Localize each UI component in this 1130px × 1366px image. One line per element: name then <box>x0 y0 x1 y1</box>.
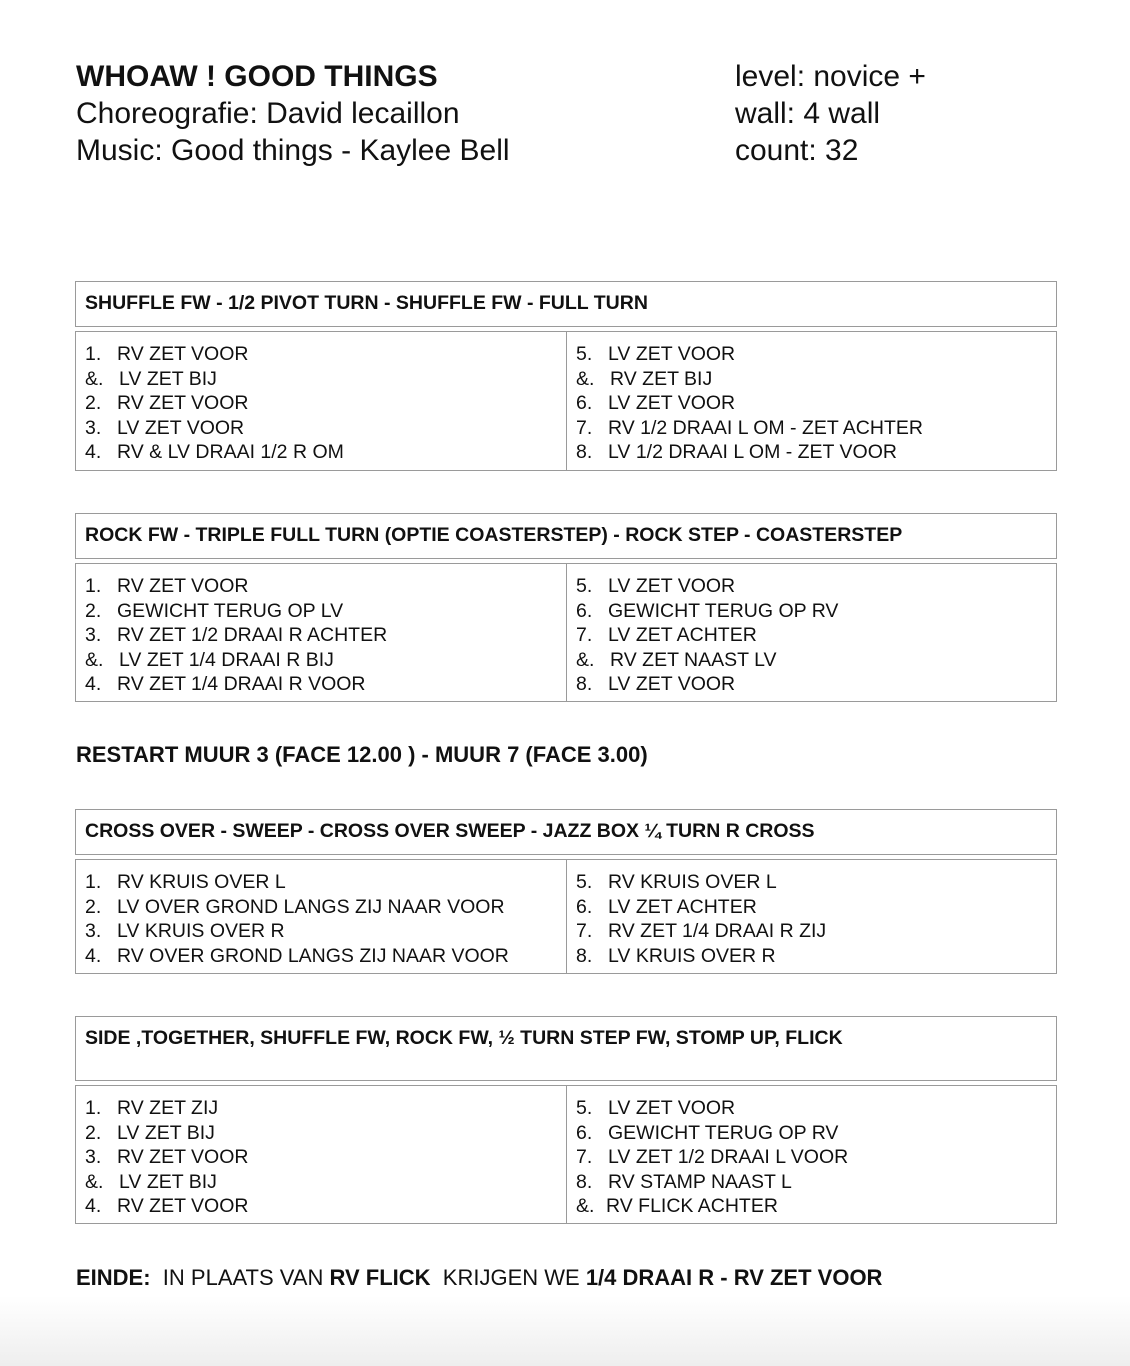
step-text: LV 1/2 DRAAI L OM - ZET VOOR <box>608 441 897 463</box>
step-number: 2. <box>85 1121 102 1144</box>
step-text: RV ZET VOOR <box>117 1146 249 1168</box>
step-row <box>85 1145 557 1170</box>
step-row <box>576 1096 1047 1121</box>
step-row <box>85 1096 557 1121</box>
step-number: 2. <box>85 895 102 918</box>
step-number: 4. <box>85 1195 102 1217</box>
section-title: CROSS OVER - SWEEP - CROSS OVER SWEEP - JAZZ BOX ¼ TURN R CROSS <box>75 809 1057 855</box>
step-number: 5. <box>576 575 593 597</box>
step-number: 3. <box>85 920 102 942</box>
step-number: 7. <box>576 416 593 439</box>
section-title: SIDE ,TOGETHER, SHUFFLE FW, ROCK FW, ½ TURN STEP FW, STOMP UP, FLICK <box>75 1016 1057 1081</box>
step-row <box>576 367 1047 392</box>
step-row <box>85 944 557 969</box>
step-number: 4. <box>85 673 102 695</box>
step-text: RV KRUIS OVER L <box>608 871 777 893</box>
step-number: 3. <box>85 1146 102 1168</box>
step-number: 3. <box>85 624 102 646</box>
step-row <box>85 391 557 416</box>
step-row <box>576 416 1047 441</box>
dance-info <box>735 58 926 169</box>
step-number: &. <box>576 367 595 390</box>
step-row <box>85 1194 557 1219</box>
step-row <box>576 648 1047 673</box>
step-text: LV ZET BIJ <box>119 367 217 390</box>
step-row <box>85 416 557 441</box>
step-row <box>85 574 557 599</box>
step-text: RV ZET 1/4 DRAAI R ZIJ <box>608 920 827 942</box>
steps-table <box>75 859 1057 974</box>
step-number: 1. <box>85 871 102 893</box>
step-row <box>85 672 557 697</box>
step-row <box>85 895 557 920</box>
step-number: 8. <box>576 944 593 967</box>
step-row <box>576 672 1047 697</box>
step-number: 8. <box>576 441 593 463</box>
step-text: LV ZET VOOR <box>608 1097 736 1119</box>
steps-right-column <box>566 564 1056 701</box>
step-text: GEWICHT TERUG OP RV <box>608 1121 839 1144</box>
step-number: 7. <box>576 920 593 942</box>
step-row <box>85 599 557 624</box>
step-text: RV ZET BIJ <box>610 367 713 390</box>
step-text: GEWICHT TERUG OP LV <box>117 599 344 622</box>
steps-table <box>75 331 1057 471</box>
step-number: &. <box>85 367 104 390</box>
section-2 <box>75 513 1057 702</box>
step-text: LV KRUIS OVER R <box>117 920 285 942</box>
step-text: RV ZET NAAST LV <box>610 648 777 671</box>
step-row <box>85 919 557 944</box>
ending-bold-2: 1/4 DRAAI R - RV ZET VOOR <box>585 1265 883 1290</box>
step-row <box>576 1145 1047 1170</box>
step-row <box>576 440 1047 465</box>
step-number: 6. <box>576 895 593 918</box>
page-edge-shadow <box>0 1296 1130 1366</box>
step-text: LV ZET VOOR <box>608 343 736 365</box>
step-row <box>576 574 1047 599</box>
step-number: &. <box>576 648 595 671</box>
step-row <box>85 1121 557 1146</box>
step-row <box>85 623 557 648</box>
step-text: RV STAMP NAAST L <box>608 1170 792 1193</box>
step-row <box>85 440 557 465</box>
step-text: RV ZET VOOR <box>117 1195 249 1217</box>
ending-bold-1: RV FLICK <box>329 1265 431 1290</box>
step-row <box>85 342 557 367</box>
steps-table <box>75 1085 1057 1224</box>
step-text: RV OVER GROND LANGS ZIJ NAAR VOOR <box>117 944 509 967</box>
step-text: LV ZET 1/2 DRAAI L VOOR <box>608 1146 849 1168</box>
count-info: count: 32 <box>735 134 859 167</box>
step-text: LV ZET ACHTER <box>608 624 757 646</box>
section-3 <box>75 809 1057 974</box>
step-text: LV ZET 1/4 DRAAI R BIJ <box>119 648 334 671</box>
step-text: RV ZET 1/4 DRAAI R VOOR <box>117 673 366 695</box>
steps-table <box>75 563 1057 702</box>
section-title: ROCK FW - TRIPLE FULL TURN (OPTIE COASTERSTEP) - ROCK STEP - COASTERSTEP <box>75 513 1057 559</box>
step-text: LV OVER GROND LANGS ZIJ NAAR VOOR <box>117 895 505 918</box>
steps-right-column <box>566 860 1056 973</box>
step-number: 1. <box>85 1097 102 1119</box>
music-credit: Music: Good things - Kaylee Bell <box>76 134 510 167</box>
step-text: RV 1/2 DRAAI L OM - ZET ACHTER <box>608 416 923 439</box>
step-row <box>85 870 557 895</box>
step-row <box>85 1170 557 1195</box>
step-row <box>576 342 1047 367</box>
step-number: 4. <box>85 944 102 967</box>
step-number: 2. <box>85 599 102 622</box>
section-title: SHUFFLE FW - 1/2 PIVOT TURN - SHUFFLE FW - FULL TURN <box>75 281 1057 327</box>
step-number: 1. <box>85 575 102 597</box>
steps-left-column <box>76 860 566 973</box>
step-text: RV ZET VOOR <box>117 343 249 365</box>
step-row <box>576 391 1047 416</box>
steps-left-column <box>76 1086 566 1223</box>
step-text: RV FLICK ACHTER <box>606 1195 778 1217</box>
wall-info: wall: 4 wall <box>735 97 881 130</box>
step-number: 6. <box>576 599 593 622</box>
restart-note: RESTART MUUR 3 (FACE 12.00 ) - MUUR 7 (FACE 3.00) <box>76 742 648 767</box>
ending-text-1: IN PLAATS VAN <box>162 1265 324 1290</box>
step-number: &. <box>85 648 104 671</box>
section-1 <box>75 281 1057 471</box>
step-number: 7. <box>576 624 593 646</box>
step-text: LV ZET VOOR <box>117 416 245 439</box>
step-number: 8. <box>576 673 593 695</box>
steps-left-column <box>76 332 566 470</box>
step-text: RV & LV DRAAI 1/2 R OM <box>117 441 344 463</box>
step-text: RV ZET 1/2 DRAAI R ACHTER <box>117 624 388 646</box>
step-number: &. <box>576 1195 595 1217</box>
step-number: &. <box>85 1170 104 1193</box>
step-row <box>85 648 557 673</box>
steps-right-column <box>566 1086 1056 1223</box>
step-number: 3. <box>85 416 102 439</box>
step-row <box>576 623 1047 648</box>
dance-header <box>76 58 510 169</box>
level-info: level: novice + <box>735 60 926 93</box>
step-number: 5. <box>576 1097 593 1119</box>
step-text: LV ZET VOOR <box>608 392 736 414</box>
step-row <box>576 944 1047 969</box>
step-number: 8. <box>576 1170 593 1193</box>
step-text: RV ZET ZIJ <box>117 1097 219 1119</box>
dance-title: WHOAW ! GOOD THINGS <box>76 60 438 93</box>
step-row <box>576 1170 1047 1195</box>
step-row <box>576 1194 1047 1219</box>
step-row <box>576 1121 1047 1146</box>
step-row <box>85 367 557 392</box>
step-text: RV KRUIS OVER L <box>117 871 286 893</box>
step-text: RV ZET VOOR <box>117 392 249 414</box>
step-number: 5. <box>576 871 593 893</box>
step-number: 6. <box>576 1121 593 1144</box>
step-text: LV ZET VOOR <box>608 673 736 695</box>
step-number: 2. <box>85 392 102 414</box>
step-text: LV KRUIS OVER R <box>608 944 776 967</box>
step-text: GEWICHT TERUG OP RV <box>608 599 839 622</box>
choreography-credit: Choreografie: David lecaillon <box>76 97 460 130</box>
step-text: LV ZET BIJ <box>119 1170 217 1193</box>
step-text: LV ZET VOOR <box>608 575 736 597</box>
step-number: 4. <box>85 441 102 463</box>
step-number: 5. <box>576 343 593 365</box>
step-row <box>576 870 1047 895</box>
steps-right-column <box>566 332 1056 470</box>
step-number: 7. <box>576 1146 593 1168</box>
step-number: 6. <box>576 392 593 414</box>
step-text: RV ZET VOOR <box>117 575 249 597</box>
ending-note <box>76 1265 882 1291</box>
step-text: LV ZET BIJ <box>117 1121 215 1144</box>
steps-left-column <box>76 564 566 701</box>
step-row <box>576 919 1047 944</box>
section-4 <box>75 1016 1057 1224</box>
step-row <box>576 599 1047 624</box>
step-number: 1. <box>85 343 102 365</box>
step-row <box>576 895 1047 920</box>
ending-text-2: KRIJGEN WE <box>442 1265 580 1290</box>
step-text: LV ZET ACHTER <box>608 895 757 918</box>
ending-label: EINDE: <box>76 1265 151 1290</box>
